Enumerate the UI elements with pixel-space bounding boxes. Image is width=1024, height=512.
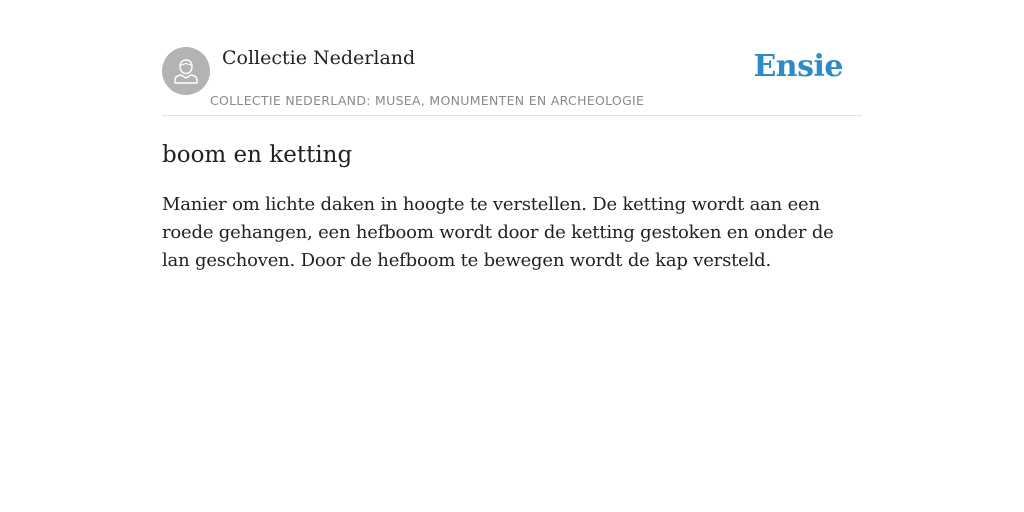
entry-title: boom en ketting [162,142,353,168]
user-icon [171,56,201,86]
brand-logo[interactable]: Ensie [753,49,843,84]
entry-card [162,47,862,275]
header [162,47,862,116]
entry-definition: Manier om lichte daken in hoogte te verstellen. De ketting wordt aan een roede gehangen, een hefboom wordt door de ketting gestoken en onder de lan geschoven. Door de hefboom te bewegen wordt de kap versteld. [162,194,834,271]
author-name[interactable]: Collectie Nederland [222,47,416,69]
author-subtitle: COLLECTIE NEDERLAND: MUSEA, MONUMENTEN EN ARCHEOLOGIE [210,93,645,108]
avatar[interactable] [162,47,210,95]
